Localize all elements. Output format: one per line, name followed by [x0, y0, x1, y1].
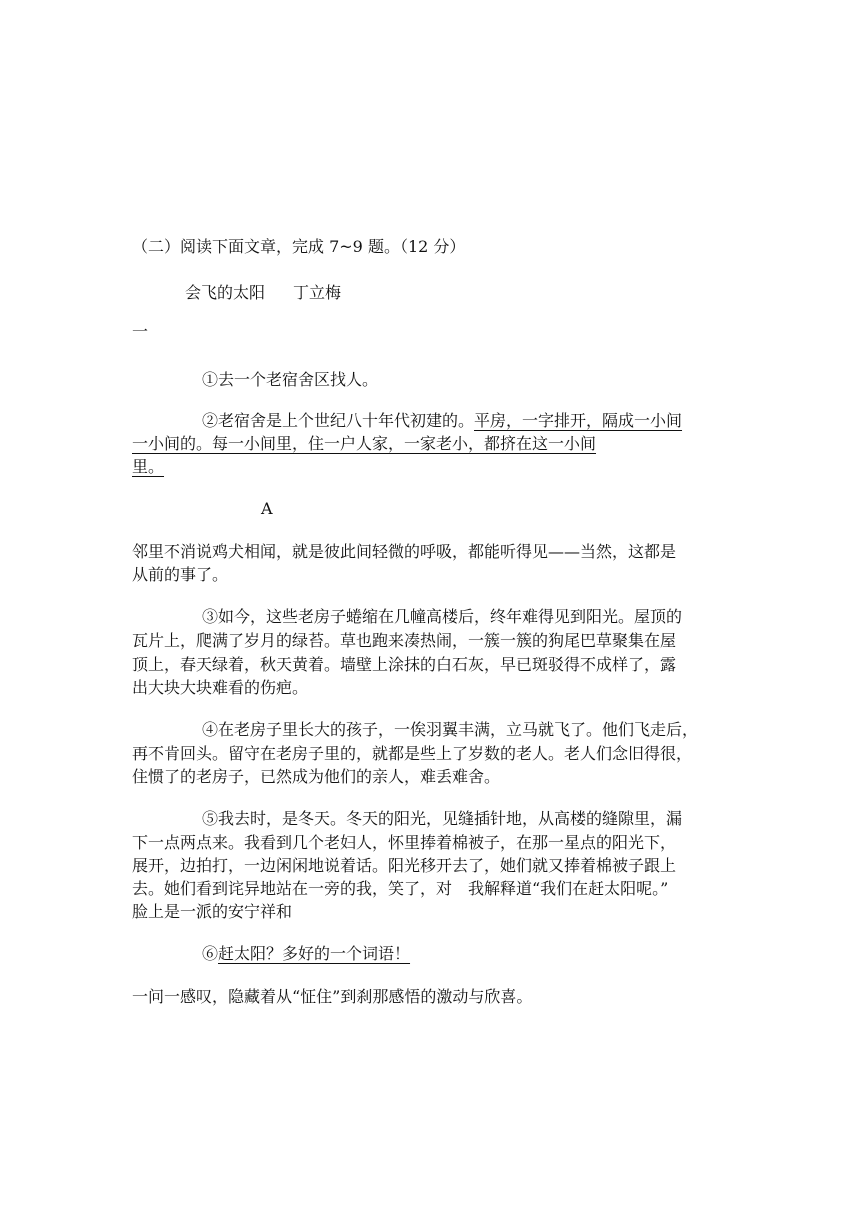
paragraph-5-line-1: ⑤我去时，是冬天。冬天的阳光，见缝插针地，从高楼的缝隙里，漏: [202, 809, 683, 828]
paragraph-6-number: ⑥: [202, 944, 219, 963]
paragraph-1: ①去一个老宿舍区找人。: [202, 370, 379, 389]
article-author: 丁立梅: [293, 283, 342, 302]
article-title: 会飞的太阳: [185, 283, 266, 302]
paragraph-4-line-2: 再不肯回头。留守在老房子里的，就都是些上了岁数的老人。老人们念旧得很，: [132, 744, 693, 763]
underlined-exclamation: 赶太阳？多好的一个词语！: [218, 944, 411, 963]
paragraph-2-line-3: 里。: [132, 457, 165, 476]
dash-marker: 一: [132, 322, 149, 341]
paragraph-3-line-4: 出大块大块难看的伤疤。: [132, 678, 309, 697]
paragraph-4-line-3: 住惯了的老房子，已然成为他们的亲人，难丢难舍。: [132, 767, 501, 786]
paragraph-5-line-3: 展开，边拍打，一边闲闲地说着话。阳光移开去了，她们就又捧着棉被子跟上: [132, 856, 677, 875]
paragraph-3-line-3: 顶上，春天绿着，秋天黄着。墙壁上涂抹的白石灰，早已斑驳得不成样了，露: [132, 655, 677, 674]
paragraph-2-line-5: 从前的事了。: [132, 565, 229, 584]
paragraph-3-line-1: ③如今，这些老房子蜷缩在几幢高楼后，终年难得见到阳光。屋顶的: [202, 607, 683, 626]
paragraph-2-line-2: 一小间的。每一小间里，住一户人家，一家老小，都挤在这一小间: [132, 434, 597, 453]
paragraph-2-line-4: 邻里不消说鸡犬相闻，就是彼此间轻微的呼吸，都能听得见——当然，这都是: [132, 542, 677, 561]
paragraph-5-line-5: 脸上是一派的安宁祥和: [132, 902, 293, 921]
paragraph-2-line-1: [202, 410, 682, 432]
paragraph-4-line-1: ④在老房子里长大的孩子，一俟羽翼丰满，立马就飞了。他们飞走后，: [202, 720, 699, 739]
paragraph-2-intro: ②老宿舍是上个世纪八十年代初建的。: [202, 411, 475, 430]
section-header: （二）阅读下面文章，完成 7~9 题。（12 分）: [132, 237, 466, 256]
paragraph-3-line-2: 瓦片上，爬满了岁月的绿苔。草也跑来凑热闹，一簇一簇的狗尾巴草聚集在屋: [132, 631, 677, 650]
paragraph-6-line-2: 一问一感叹，隐藏着从“怔住”到刹那感悟的激动与欣喜。: [132, 987, 533, 1006]
blank-label-a: A: [261, 499, 273, 518]
paragraph-6-line-1: [202, 943, 410, 965]
article-heading: [185, 282, 341, 304]
paragraph-5-line-4: 去。她们看到诧异地站在一旁的我，笑了，对 我解释道“我们在赶太阳呢。”: [132, 879, 669, 898]
underlined-sentence: 平房，一字排开，隔成一小间: [474, 411, 683, 430]
paragraph-5-line-2: 下一点两点来。我看到几个老妇人，怀里捧着棉被子，在那一星点的阳光下，: [132, 833, 677, 852]
